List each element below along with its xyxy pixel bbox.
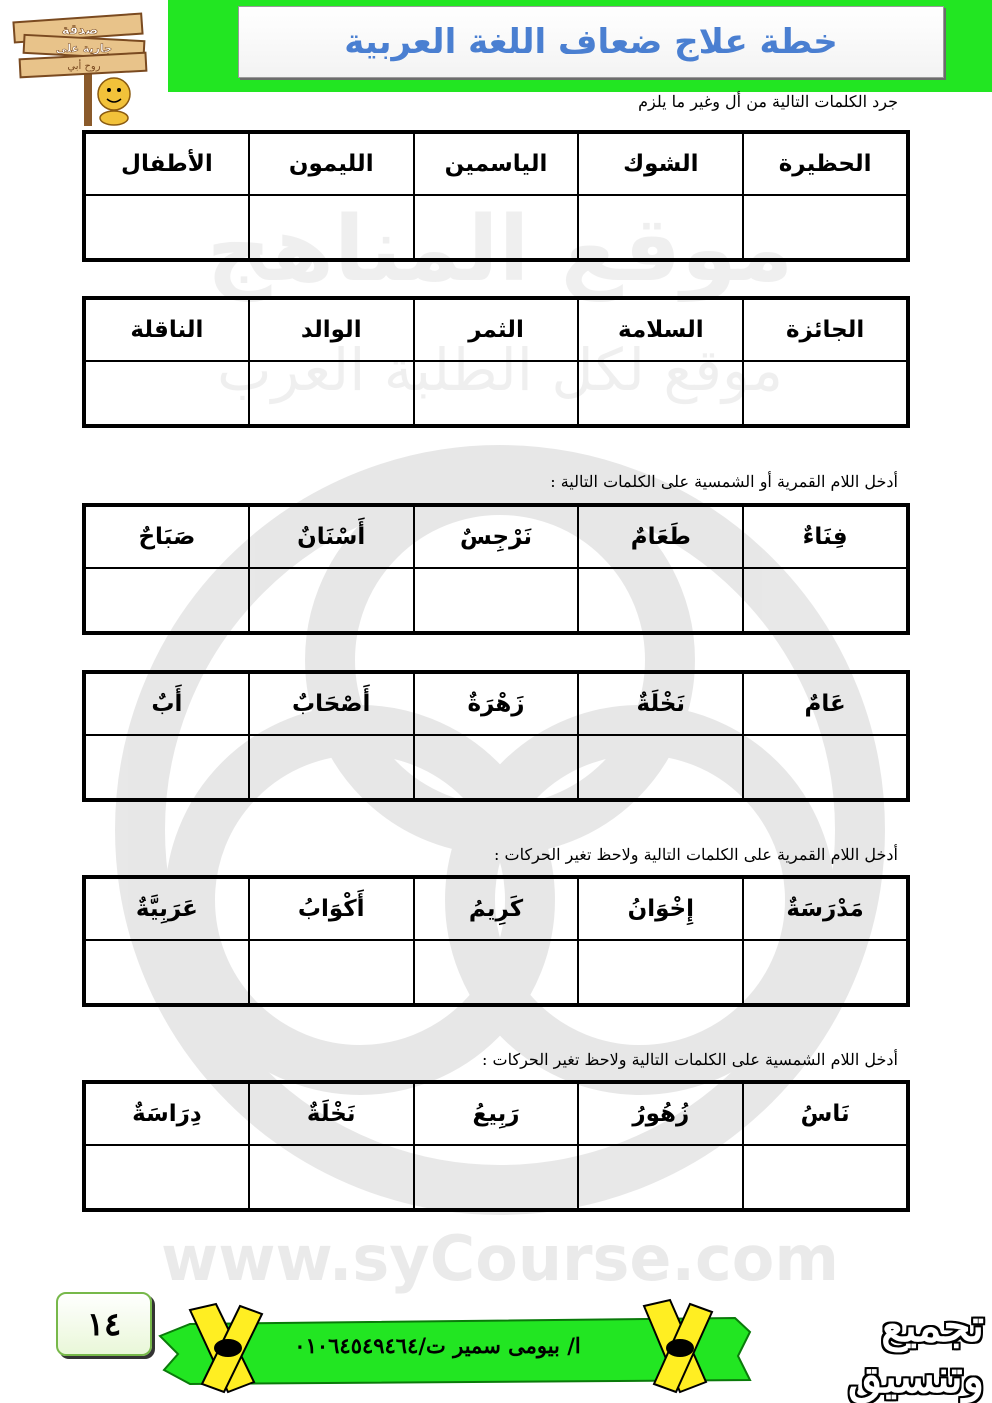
word-cell: عَامٌ <box>743 672 908 735</box>
answer-cell[interactable] <box>578 568 743 633</box>
answer-cell[interactable] <box>249 1145 414 1210</box>
word-cell: كَرِيمُ <box>414 877 579 940</box>
title-box <box>238 6 944 78</box>
words-table-4 <box>82 670 910 802</box>
words-table-2 <box>82 296 910 428</box>
answer-cell[interactable] <box>578 1145 743 1210</box>
answer-cell[interactable] <box>414 735 579 800</box>
word-cell: أَصْحَابٌ <box>249 672 414 735</box>
answer-cell[interactable] <box>249 568 414 633</box>
word-cell: دِرَاسَةٌ <box>84 1082 249 1145</box>
word-cell: إِخْوَانُ <box>578 877 743 940</box>
word-cell: فِنَاءٌ <box>743 505 908 568</box>
answer-cell[interactable] <box>84 735 249 800</box>
word-cell: مَدْرَسَةٌ <box>743 877 908 940</box>
page-number: ١٤ <box>56 1292 152 1356</box>
words-table-1 <box>82 130 910 262</box>
answer-cell[interactable] <box>84 361 249 426</box>
word-cell: الليمون <box>249 132 414 195</box>
word-cell: الأطفال <box>84 132 249 195</box>
answer-cell[interactable] <box>414 361 579 426</box>
word-cell: الشوك <box>578 132 743 195</box>
answer-cell[interactable] <box>578 735 743 800</box>
answer-cell[interactable] <box>414 940 579 1005</box>
answer-cell[interactable] <box>414 568 579 633</box>
watermark-text-mid: موقع لكل الطلبة العرب <box>216 336 784 404</box>
word-cell: الناقلة <box>84 298 249 361</box>
word-cell: أَكْوَابُ <box>249 877 414 940</box>
answer-cell[interactable] <box>414 1145 579 1210</box>
sign-mascot-logo <box>10 8 150 126</box>
page-title: خطة علاج ضعاف اللغة العربية <box>344 22 838 62</box>
word-cell: نَاسُ <box>743 1082 908 1145</box>
words-table-5 <box>82 875 910 1007</box>
answer-cell[interactable] <box>743 361 908 426</box>
word-cell: نَخْلَةٌ <box>578 672 743 735</box>
answer-cell[interactable] <box>84 1145 249 1210</box>
answer-cell[interactable] <box>743 735 908 800</box>
word-cell: زَهْرَةٌ <box>414 672 579 735</box>
word-cell: رَبِيعُ <box>414 1082 579 1145</box>
watermark-url: www.syCourse.com <box>160 1222 840 1295</box>
word-cell: صَبَاحٌ <box>84 505 249 568</box>
answer-cell[interactable] <box>743 940 908 1005</box>
word-cell: الوالد <box>249 298 414 361</box>
word-cell: أَبٌ <box>84 672 249 735</box>
word-cell: طَعَامٌ <box>578 505 743 568</box>
sign-line-3: روح أبي <box>67 61 101 72</box>
answer-cell[interactable] <box>249 361 414 426</box>
answer-cell[interactable] <box>743 1145 908 1210</box>
answer-cell[interactable] <box>578 361 743 426</box>
answer-cell[interactable] <box>84 568 249 633</box>
answer-cell[interactable] <box>743 568 908 633</box>
answer-cell[interactable] <box>578 940 743 1005</box>
word-cell: عَرَبِيَّةٌ <box>84 877 249 940</box>
answer-cell[interactable] <box>414 195 579 260</box>
author-line: ا/ بيومى سمير ت/٠١٠٦٤٥٤٩٤٦٤ <box>294 1332 581 1358</box>
answer-cell[interactable] <box>743 195 908 260</box>
sign-line-1: صدقة <box>61 23 99 38</box>
word-cell: الياسمين <box>414 132 579 195</box>
instruction-4: أدخل اللام الشمسية على الكلمات التالية ولاحظ تغير الحركات : <box>482 1050 898 1069</box>
word-cell: نَخْلَةٌ <box>249 1082 414 1145</box>
word-cell: الثمر <box>414 298 579 361</box>
word-cell: نَرْجِسٌ <box>414 505 579 568</box>
watermark-text-top: موقع المناهج <box>206 197 794 302</box>
answer-cell[interactable] <box>84 940 249 1005</box>
word-cell: الحظيرة <box>743 132 908 195</box>
answer-cell[interactable] <box>578 195 743 260</box>
instruction-1: جرد الكلمات التالية من أل وغير ما يلزم <box>638 92 898 111</box>
words-table-6 <box>82 1080 910 1212</box>
word-cell: زُهُورُ <box>578 1082 743 1145</box>
words-table-3 <box>82 503 910 635</box>
word-cell: السلامة <box>578 298 743 361</box>
answer-cell[interactable] <box>249 195 414 260</box>
answer-cell[interactable] <box>249 735 414 800</box>
credit-text: تجميع وتنسيق <box>848 1301 984 1403</box>
answer-cell[interactable] <box>84 195 249 260</box>
word-cell: الجائزة <box>743 298 908 361</box>
word-cell: أَسْنَانٌ <box>249 505 414 568</box>
sign-line-2: جارية على <box>55 42 113 55</box>
answer-cell[interactable] <box>249 940 414 1005</box>
instruction-3: أدخل اللام القمرية على الكلمات التالية ولاحظ تغير الحركات : <box>494 845 898 864</box>
instruction-2: أدخل اللام القمرية أو الشمسية على الكلمات التالية : <box>550 472 898 491</box>
